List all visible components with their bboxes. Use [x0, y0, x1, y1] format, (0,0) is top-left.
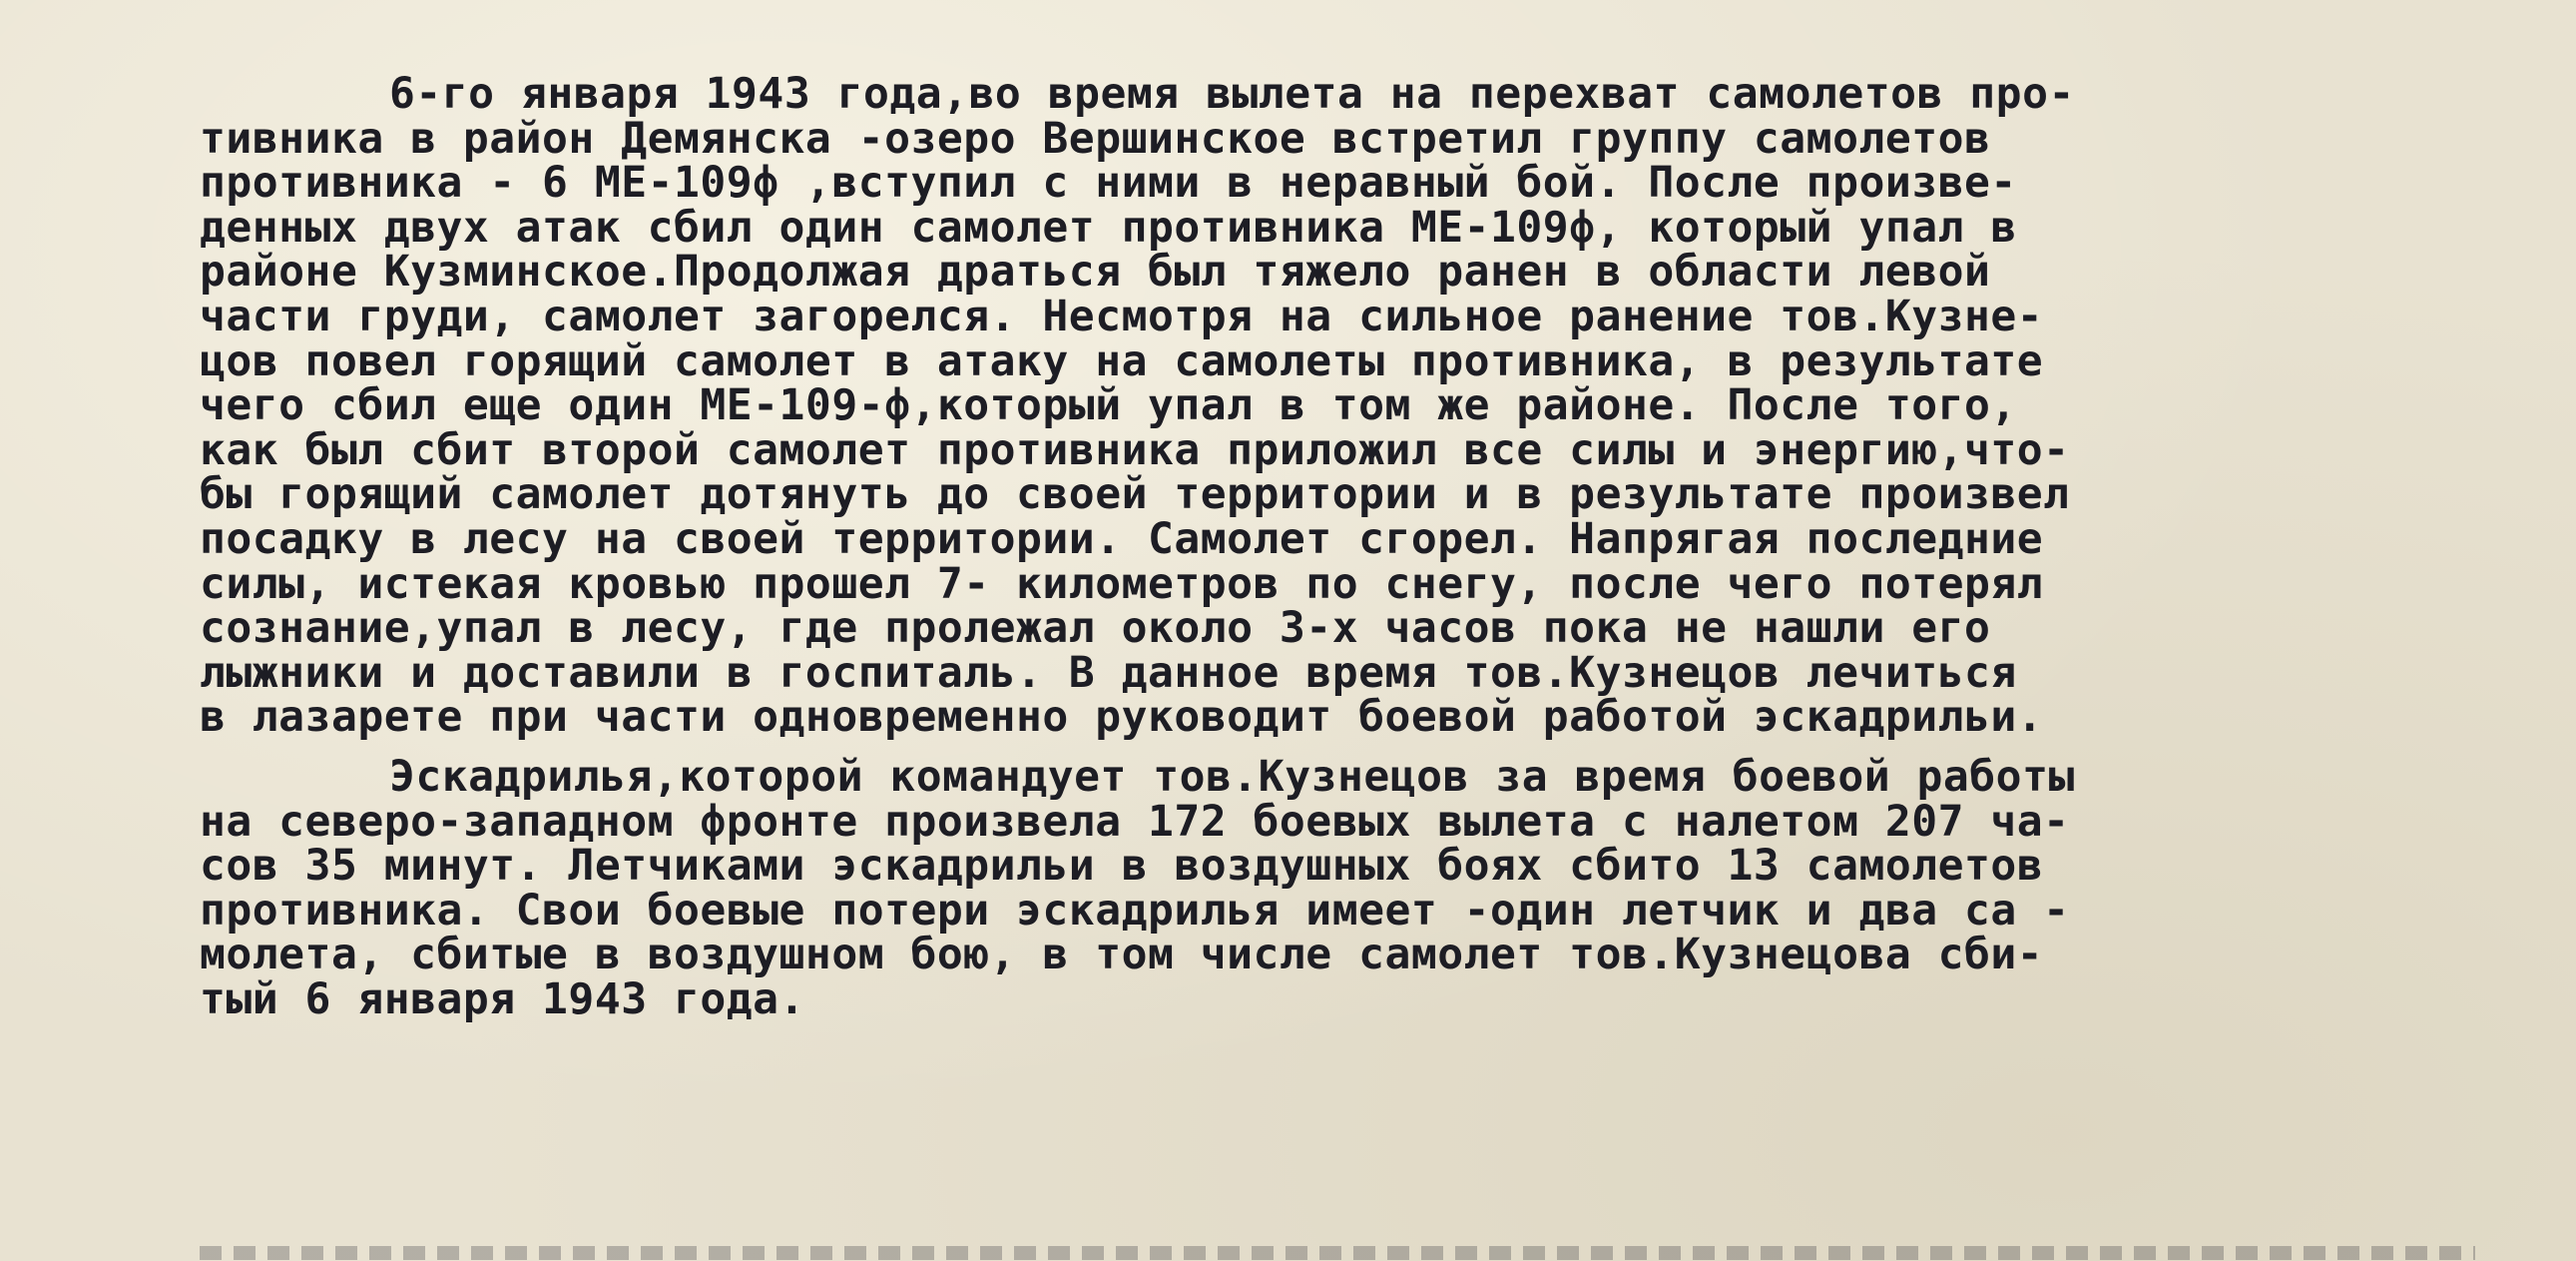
text-line: силы, истекая кровью прошел 7- километров по снегу, после чего потерял	[200, 558, 2044, 609]
text-line: тивника в район Демянска -озеро Вершинское встретил группу самолетов	[200, 113, 1991, 164]
text-line: на северо-западном фронте произвела 172 боевых вылета с налетом 207 ча-	[200, 796, 2070, 847]
document-body	[200, 69, 2435, 1024]
text-line: цов повел горящий самолет в атаку на самолеты противника, в результате	[200, 335, 2044, 386]
paragraph-2	[200, 751, 2435, 1024]
text-line: противника - 6 МЕ-109ф ,вступил с ними в неравный бой. После произве-	[200, 158, 2017, 209]
text-line: Эскадрилья,которой командует тов.Кузнецов за время боевой работы	[389, 751, 2075, 802]
text-line: сов 35 минут. Летчиками эскадрильи в воздушных боях сбито 13 самолетов	[200, 841, 2044, 892]
text-line: как был сбит второй самолет противника приложил все силы и энергию,что-	[200, 424, 2070, 475]
text-line: районе Кузминское.Продолжая драться был тяжело ранен в области левой	[200, 247, 1991, 298]
text-line: сознание,упал в лесу, где пролежал около 3-х часов пока не нашли его	[200, 603, 1991, 654]
text-line: лыжники и доставили в госпиталь. В данное время тов.Кузнецов лечиться	[200, 647, 2017, 698]
text-line: денных двух атак сбил один самолет противника МЕ-109ф, который упал в	[200, 202, 2017, 253]
text-line: тый 6 января 1943 года.	[200, 973, 805, 1024]
text-line: 6-го января 1943 года,во время вылета на перехват самолетов про-	[389, 69, 2075, 119]
text-line: молета, сбитые в воздушном бою, в том числе самолет тов.Кузнецова сби-	[200, 930, 2044, 980]
text-line: бы горящий самолет дотянуть до своей территории и в результате произвел	[200, 469, 2070, 520]
text-line: посадку в лесу на своей территории. Самолет сгорел. Напрягая последние	[200, 513, 2044, 564]
text-line: чего сбил еще один МЕ-109-ф,который упал в том же районе. После того,	[200, 380, 2017, 431]
text-line: противника. Свои боевые потери эскадрилья имеет -один летчик и два са -	[200, 885, 2070, 936]
cut-off-text-line	[200, 1246, 2475, 1260]
text-line: части груди, самолет загорелся. Несмотря на сильное ранение тов.Кузне-	[200, 291, 2044, 341]
paragraph-1	[200, 69, 2435, 743]
text-line: в лазарете при части одновременно руководит боевой работой эскадрильи.	[200, 692, 2044, 743]
